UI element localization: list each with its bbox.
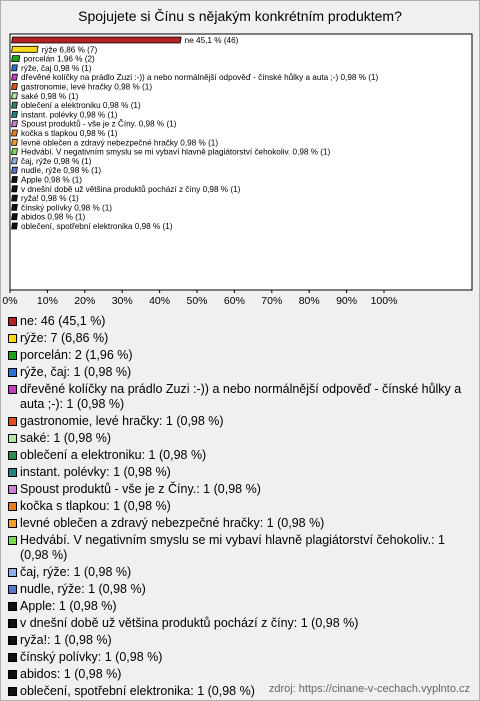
legend-item [8, 633, 473, 648]
legend-swatch [8, 585, 17, 594]
bar-4 [12, 74, 18, 80]
legend-item [8, 365, 473, 380]
legend-item [8, 599, 473, 614]
legend-label: levné oblečen a zdravý nebezpečné hračky: 1 (0,98 %) [20, 516, 325, 530]
bar-19 [12, 214, 18, 220]
bar-13 [12, 158, 18, 164]
bar-15 [12, 177, 18, 183]
bar-label-3: rýže, čaj 0,98 % (1) [21, 63, 92, 73]
legend-label: čínský polívky: 1 (0,98 %) [20, 650, 163, 664]
legend-label: abidos: 1 (0,98 %) [20, 667, 122, 681]
bar-label-2: porcelán 1,96 % (2) [23, 54, 95, 64]
bar-10 [12, 130, 18, 136]
legend-item [8, 533, 473, 563]
bar-11 [12, 139, 18, 145]
x-tick-label-1: 10% [36, 295, 58, 307]
bar-label-18: čínský polívky 0,98 % (1) [21, 203, 113, 213]
legend-label: nudle, rýže: 1 (0,98 %) [20, 582, 146, 596]
bar-7 [12, 102, 18, 108]
legend-item [8, 499, 473, 514]
bar-label-13: čaj, rýže 0,98 % (1) [21, 156, 92, 166]
legend-item [8, 465, 473, 480]
legend-swatch [8, 619, 17, 628]
bar-label-19: abidos 0,98 % (1) [21, 212, 86, 222]
legend-label: porcelán: 2 (1,96 %) [20, 348, 133, 362]
legend-swatch [8, 368, 17, 377]
legend-label: v dnešní době už většina produktů pochází z číny: 1 (0,98 %) [20, 616, 359, 630]
legend-label: Spoust produktů - vše je z Číny.: 1 (0,98 %) [20, 482, 261, 496]
bar-6 [12, 93, 18, 99]
bar-label-1: rýže 6,86 % (7) [41, 45, 98, 55]
legend-swatch [8, 434, 17, 443]
legend-swatch [8, 653, 17, 662]
x-tick-label-0: 0% [2, 295, 18, 307]
legend-label: dřevěné kolíčky na prádlo Zuzi :-)) a nebo normálnější odpověď - čínské hůlky a auta ;-): 1 (0,98 %) [20, 382, 462, 411]
legend-item [8, 482, 473, 497]
bar-label-4: dřevěné kolíčky na prádlo Zuzi :-)) a nebo normálnější odpověď - čínské hůlky a auta ;-) 0,98 % (1) [21, 73, 379, 83]
bar-2 [12, 56, 20, 62]
legend-swatch [8, 636, 17, 645]
legend-label: rýže: 7 (6,86 %) [20, 331, 109, 345]
source-link[interactable]: zdroj: https://cinane-v-cechach.vyplnto.cz [268, 683, 470, 695]
legend-label: instant. polévky: 1 (0,98 %) [20, 465, 171, 479]
legend-label: Hedvábí. V negativním smyslu se mi vybaví hlavně plagiátorství čehokoliv.: 1 (0,98 %) [20, 533, 445, 562]
bar-label-5: gastronomie, levé hračky 0,98 % (1) [21, 82, 153, 92]
legend-swatch [8, 502, 17, 511]
bar-chart [0, 0, 480, 312]
legend-item [8, 414, 473, 429]
legend-item [8, 348, 473, 363]
legend-item [8, 565, 473, 580]
legend-label: ryža!: 1 (0,98 %) [20, 633, 112, 647]
legend-item [8, 382, 473, 412]
legend-item [8, 314, 473, 329]
legend-item [8, 650, 473, 665]
x-tick-label-10: 100% [370, 295, 398, 307]
x-tick-label-4: 40% [149, 295, 171, 307]
bar-3 [12, 65, 18, 71]
bar-label-10: kočka s tlapkou 0,98 % (1) [21, 129, 118, 138]
legend-item [8, 616, 473, 631]
bar-9 [12, 121, 18, 127]
x-tick-label-9: 90% [336, 295, 358, 307]
legend-label: rýže, čaj: 1 (0,98 %) [20, 365, 132, 379]
bar-label-6: saké 0,98 % (1) [21, 91, 79, 101]
x-tick-label-2: 20% [74, 295, 96, 307]
bar-label-11: levné oblečen a zdravý nebezpečné hračky 0,98 % (1) [21, 138, 219, 148]
legend-item [8, 331, 473, 346]
legend-swatch [8, 451, 17, 460]
legend-swatch [8, 485, 17, 494]
bar-label-8: instant. polévky 0,98 % (1) [21, 110, 118, 120]
bar-18 [12, 204, 18, 210]
legend-label: oblečení a elektroniku: 1 (0,98 %) [20, 448, 207, 462]
legend-label: saké: 1 (0,98 %) [20, 431, 112, 445]
x-tick-label-7: 70% [261, 295, 283, 307]
bar-12 [12, 149, 18, 155]
legend-swatch [8, 385, 17, 394]
legend-swatch [8, 468, 17, 477]
legend-item [8, 667, 473, 682]
legend-item [8, 448, 473, 463]
legend-swatch [8, 687, 17, 696]
bar-label-7: oblečení a elektroniku 0,98 % (1) [21, 101, 141, 111]
legend-item [8, 516, 473, 531]
legend-label: ne: 46 (45,1 %) [20, 314, 106, 328]
bar-label-17: ryža! 0,98 % (1) [21, 194, 79, 204]
bar-label-20: oblečení, spotřební elektronika 0,98 % (1) [21, 222, 173, 231]
bar-label-0: ne 45,1 % (46) [184, 36, 239, 45]
legend-swatch [8, 536, 17, 545]
legend-swatch [8, 568, 17, 577]
x-tick-label-3: 30% [111, 295, 133, 307]
legend-item [8, 431, 473, 446]
legend-swatch [8, 317, 17, 326]
bar-16 [12, 186, 18, 192]
bar-label-14: nudle, rýže 0,98 % (1) [21, 166, 102, 176]
bar-17 [12, 195, 18, 201]
legend-swatch [8, 417, 17, 426]
chart-legend [8, 314, 473, 701]
legend-swatch [8, 351, 17, 360]
legend-label: Apple: 1 (0,98 %) [20, 599, 117, 613]
legend-label: čaj, rýže: 1 (0,98 %) [20, 565, 132, 579]
bar-20 [12, 223, 18, 229]
bar-label-16: v dnešní době už většina produktů pochází z číny 0,98 % (1) [21, 184, 241, 194]
bar-14 [12, 167, 18, 173]
bar-8 [12, 111, 18, 117]
legend-swatch [8, 334, 17, 343]
legend-swatch [8, 519, 17, 528]
bar-label-12: Hedvábí. V negativním smyslu se mi vybaví hlavně plagiátorství čehokoliv. 0,98 % (1) [21, 147, 331, 157]
bar-label-15: Apple 0,98 % (1) [21, 175, 82, 185]
bar-label-9: Spoust produktů - vše je z Číny. 0,98 % (1) [21, 119, 177, 129]
x-tick-label-5: 50% [186, 295, 208, 307]
bar-0 [12, 37, 182, 43]
legend-swatch [8, 602, 17, 611]
bar-5 [12, 84, 18, 90]
legend-item [8, 582, 473, 597]
legend-label: oblečení, spotřební elektronika: 1 (0,98 %) [20, 684, 255, 698]
bar-1 [12, 46, 38, 52]
legend-swatch [8, 670, 17, 679]
chart-title: Spojujete si Čínu s nějakým konkrétním produktem? [78, 8, 402, 24]
legend-label: gastronomie, levé hračky: 1 (0,98 %) [20, 414, 224, 428]
x-tick-label-8: 80% [298, 295, 320, 307]
legend-label: kočka s tlapkou: 1 (0,98 %) [20, 499, 171, 513]
x-tick-label-6: 60% [223, 295, 245, 307]
